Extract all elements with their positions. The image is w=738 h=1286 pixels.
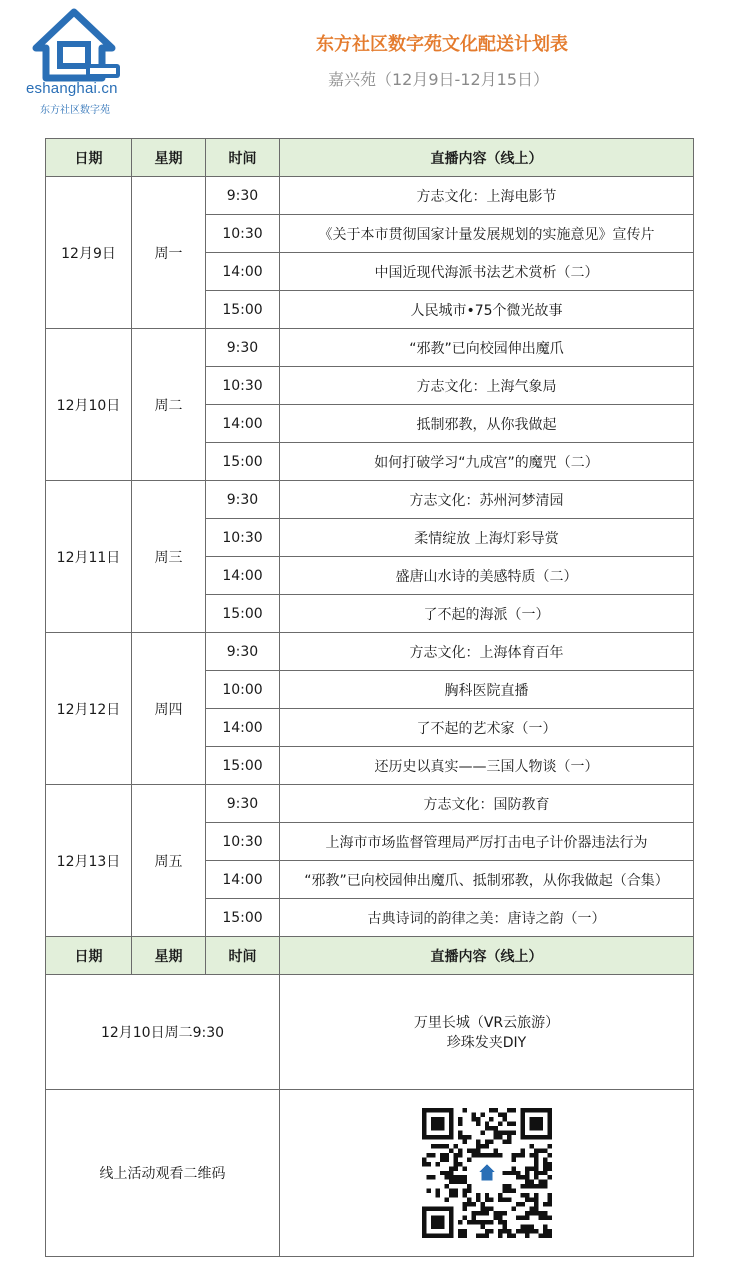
cell-content: 古典诗词的韵律之美：唐诗之韵（一） (280, 899, 694, 937)
cell-time: 10:00 (206, 671, 280, 709)
cell-time: 14:00 (206, 405, 280, 443)
col-header-weekday-2: 星期 (132, 937, 206, 975)
cell-content: 方志文化：苏州河梦清园 (280, 481, 694, 519)
cell-time: 15:00 (206, 747, 280, 785)
extra-activity-content (280, 975, 694, 1090)
cell-time: 14:00 (206, 557, 280, 595)
cell-weekday: 周一 (132, 177, 206, 329)
cell-time: 9:30 (206, 785, 280, 823)
qr-row (46, 1090, 694, 1257)
cell-content: 还历史以真实——三国人物谈（一） (280, 747, 694, 785)
cell-time: 14:00 (206, 861, 280, 899)
table-row (46, 177, 694, 215)
cell-content: 上海市市场监督管理局严厉打击电子计价器违法行为 (280, 823, 694, 861)
cell-weekday: 周二 (132, 329, 206, 481)
cell-time: 15:00 (206, 899, 280, 937)
cell-time: 15:00 (206, 443, 280, 481)
cell-time: 9:30 (206, 481, 280, 519)
col-header-date-2: 日期 (46, 937, 132, 975)
cell-content: 了不起的海派（一） (280, 595, 694, 633)
col-header-date: 日期 (46, 139, 132, 177)
cell-content: 人民城市•75个微光故事 (280, 291, 694, 329)
schedule-table (45, 138, 694, 1257)
cell-content: 柔情绽放 上海灯彩导赏 (280, 519, 694, 557)
logo-sub-text: 东方社区数字苑 (40, 105, 110, 116)
cell-weekday: 周五 (132, 785, 206, 937)
cell-time: 15:00 (206, 291, 280, 329)
schedule-body (46, 177, 694, 937)
cell-time: 14:00 (206, 709, 280, 747)
extra-activity-line1: 万里长城（VR云旅游） (413, 1015, 560, 1031)
cell-time: 10:30 (206, 823, 280, 861)
cell-time: 9:30 (206, 177, 280, 215)
qr-code-icon (422, 1108, 552, 1238)
cell-date: 12月9日 (46, 177, 132, 329)
cell-time: 10:30 (206, 367, 280, 405)
house-logo-icon (24, 8, 124, 88)
cell-content: “邪教”已向校园伸出魔爪、抵制邪教，从你我做起（合集） (280, 861, 694, 899)
cell-content: “邪教”已向校园伸出魔爪 (280, 329, 694, 367)
qr-label: 线上活动观看二维码 (46, 1090, 280, 1257)
table-row (46, 785, 694, 823)
cell-content: 方志文化：国防教育 (280, 785, 694, 823)
extra-activity-row (46, 975, 694, 1090)
table-row (46, 481, 694, 519)
qr-cell (280, 1090, 694, 1257)
col-header-content-2: 直播内容（线上） (280, 937, 694, 975)
cell-content: 方志文化：上海电影节 (280, 177, 694, 215)
table-header-row-2 (46, 937, 694, 975)
col-header-time: 时间 (206, 139, 280, 177)
logo-site-text: eshanghai.cn (26, 80, 118, 97)
cell-weekday: 周三 (132, 481, 206, 633)
cell-content: 中国近现代海派书法艺术赏析（二） (280, 253, 694, 291)
col-header-content: 直播内容（线上） (280, 139, 694, 177)
cell-content: 盛唐山水诗的美感特质（二） (280, 557, 694, 595)
table-row (46, 329, 694, 367)
extra-activity-line2: 珍珠发夹DIY (446, 1035, 527, 1051)
cell-time: 9:30 (206, 633, 280, 671)
cell-date: 12月13日 (46, 785, 132, 937)
cell-content: 方志文化：上海体育百年 (280, 633, 694, 671)
cell-date: 12月10日 (46, 329, 132, 481)
cell-content: 如何打破学习“九成宫”的魔咒（二） (280, 443, 694, 481)
table-row (46, 633, 694, 671)
cell-date: 12月12日 (46, 633, 132, 785)
page-subtitle: 嘉兴苑（12月9日-12月15日） (328, 70, 550, 89)
table-header-row (46, 139, 694, 177)
col-header-time-2: 时间 (206, 937, 280, 975)
cell-content: 《关于本市贯彻国家计量发展规划的实施意见》宣传片 (280, 215, 694, 253)
cell-time: 14:00 (206, 253, 280, 291)
cell-content: 了不起的艺术家（一） (280, 709, 694, 747)
cell-content: 抵制邪教，从你我做起 (280, 405, 694, 443)
col-header-weekday: 星期 (132, 139, 206, 177)
cell-time: 15:00 (206, 595, 280, 633)
cell-time: 10:30 (206, 215, 280, 253)
cell-time: 10:30 (206, 519, 280, 557)
extra-activity-when: 12月10日周二9:30 (46, 975, 280, 1090)
cell-time: 9:30 (206, 329, 280, 367)
cell-content: 方志文化：上海气象局 (280, 367, 694, 405)
page-title: 东方社区数字苑文化配送计划表 (316, 34, 568, 55)
cell-weekday: 周四 (132, 633, 206, 785)
cell-content: 胸科医院直播 (280, 671, 694, 709)
cell-date: 12月11日 (46, 481, 132, 633)
